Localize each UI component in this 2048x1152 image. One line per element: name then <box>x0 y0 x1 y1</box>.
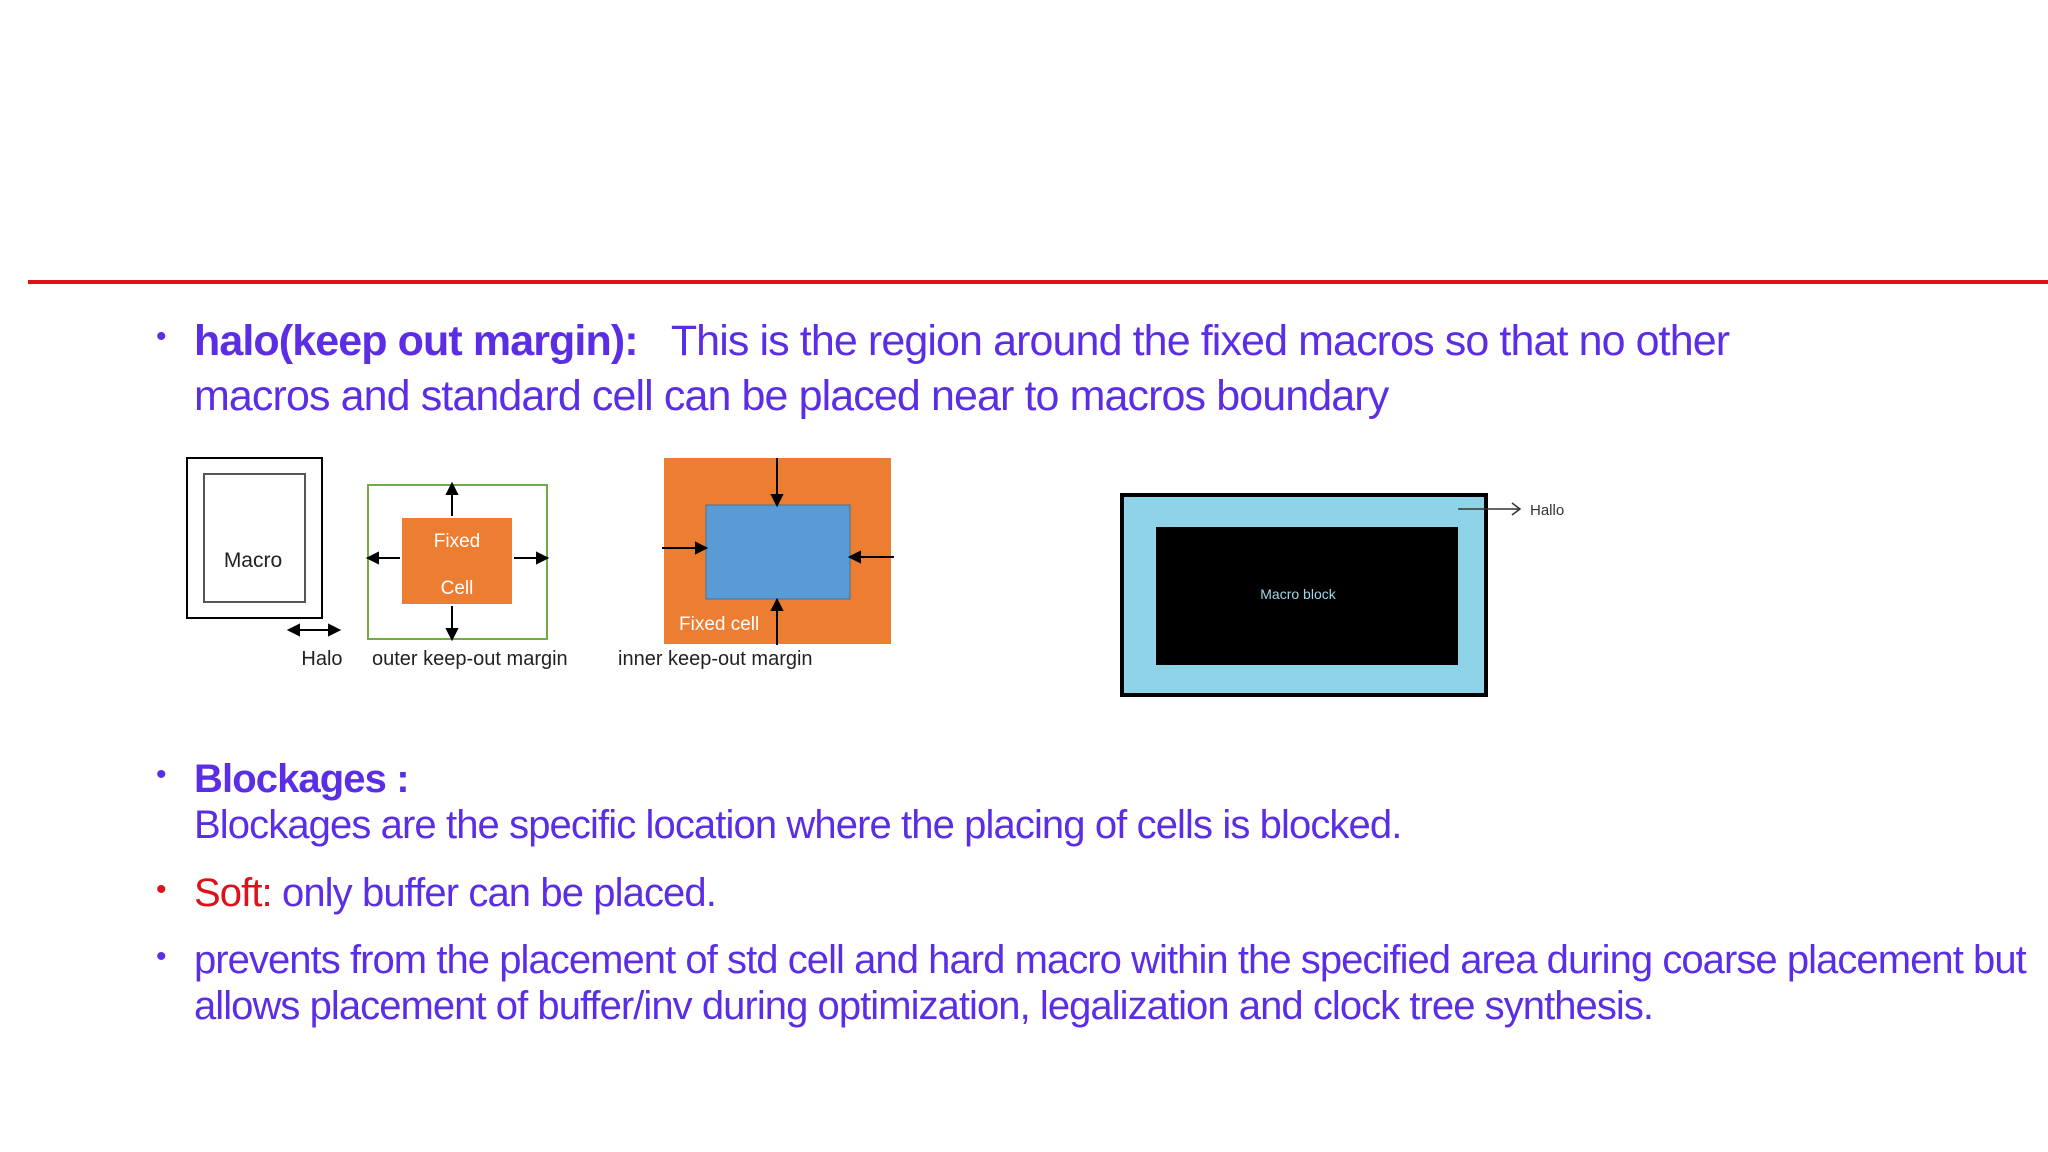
macro-block-figure <box>1118 490 1578 700</box>
blockages-term: Blockages : <box>194 757 409 801</box>
bullet-dot: • <box>156 873 167 906</box>
prevents-line-1: prevents from the placement of std cell and hard macro within the specified area during coarse placement but <box>194 938 2026 982</box>
bullet-dot: • <box>156 758 167 791</box>
soft-line <box>194 866 716 921</box>
inner-keepout-figure <box>610 455 900 675</box>
hallo-label: Hallo <box>1530 502 1565 519</box>
inner-core-box <box>706 505 850 599</box>
macro-label: Macro <box>223 549 283 572</box>
halo-double-arrow <box>289 625 339 635</box>
macro-block-label: Macro block <box>1260 586 1336 602</box>
soft-description: only buffer can be placed. <box>271 871 716 915</box>
title-divider <box>28 280 2048 284</box>
soft-term: Soft: <box>194 871 272 915</box>
macro-inner-box <box>204 474 305 602</box>
fixed-cell-label-1: Fixed <box>433 531 481 552</box>
inner-keepout-label: inner keep-out margin <box>618 648 813 670</box>
blockages-description: Blockages are the specific location where the placing of cells is blocked. <box>194 803 1402 847</box>
prevents-line-2: allows placement of buffer/inv during optimization, legalization and clock tree synthesis. <box>194 984 1654 1028</box>
halo-term: halo(keep out margin): <box>194 317 638 365</box>
macro-halo-figure <box>185 455 360 675</box>
outer-keepout-figure <box>360 455 600 675</box>
halo-description-1: This is the region around the fixed macros so that no other <box>670 317 1730 365</box>
bullet-dot: • <box>156 940 167 973</box>
bullet-dot: • <box>156 320 167 353</box>
halo-label: Halo <box>301 648 343 670</box>
outer-keepout-label: outer keep-out margin <box>372 648 568 670</box>
fixed-cell-label-2: Cell <box>440 578 474 599</box>
macro-outer-box <box>187 458 322 618</box>
halo-description-2: macros and standard cell can be placed near to macros boundary <box>194 372 1389 420</box>
halo-line-1 <box>194 314 1729 369</box>
inner-fixed-cell-label: Fixed cell <box>679 614 760 635</box>
